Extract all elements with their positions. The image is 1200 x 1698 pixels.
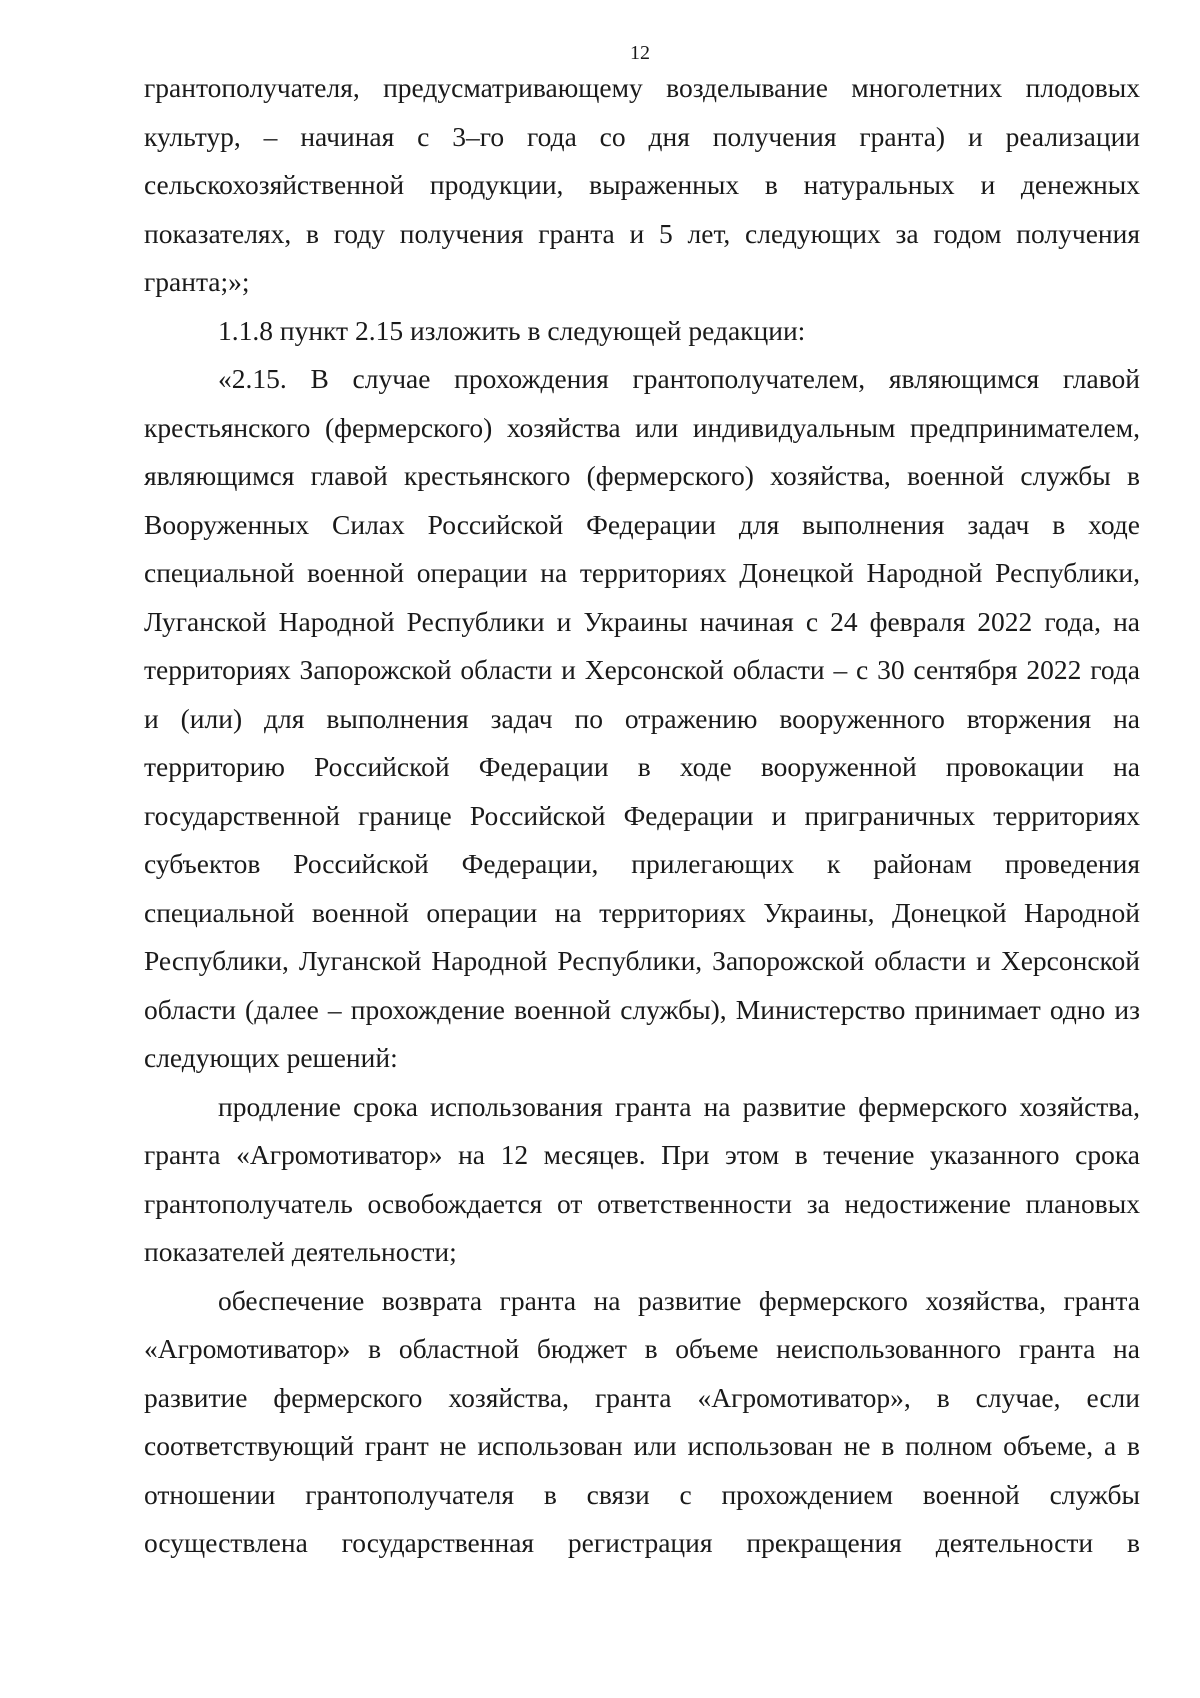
paragraph-return-decision: обеспечение возврата гранта на развитие фермерского хозяйства, гранта «Агромотиватор» в областной бюджет в объеме неиспользованного гранта на развитие фермерского хозяйства, гранта «Агромотиватор», в случае, если соответствующий грант не использован или использован не в полном объеме, а в отношении грантополучателя в связи с прохождением военной службы осуществлена государственная регистрация прекращения деятельности в xyxy=(144,1284,1140,1558)
document-body xyxy=(144,64,1140,1568)
paragraph-amendment-intro: 1.1.8 пункт 2.15 изложить в следующей редакции: xyxy=(218,314,806,346)
paragraph-clause-2-15: «2.15. В случае прохождения грантополучателем, являющимся главой крестьянского (фермерского) хозяйства или индивидуальным предпринимателем, являющимся главой крестьянского (фермерского) хозяйства, военной службы в Вооруженных Силах Российской Федерации для выполнения задач в ходе специальной военной операции на территориях Донецкой Народной Республики, Луганской Народной Республики и Украины начиная с 24 февраля 2022 года, на территориях Запорожской области и Херсонской области – с 30 сентября 2022 года и (или) для выполнения задач по отражению вооруженного вторжения на территорию Российской Федерации в ходе вооруженной провокации на государственной границе Российской Федерации и приграничных территориях субъектов Российской Федерации, прилегающих к районам проведения специальной военной операции на территориях Украины, Донецкой Народной Республики, Луганской Народной Республики, Запорожской области и Херсонской области (далее – прохождение военной службы), Министерство принимает одно из следующих решений: xyxy=(144,363,1140,1073)
page-number: 12 xyxy=(630,42,650,64)
paragraph-extension-decision: продление срока использования гранта на развитие фермерского хозяйства, гранта «Агромотиватор» на 12 месяцев. При этом в течение указанного срока грантополучатель освобождается от ответственности за недостижение плановых показателей деятельности; xyxy=(144,1090,1140,1267)
paragraph-continuation: грантополучателя, предусматривающему возделывание многолетних плодовых культур, – начиная с 3–го года со дня получения гранта) и реализации сельскохозяйственной продукции, выраженных в натуральных и денежных показателях, в году получения гранта и 5 лет, следующих за годом получения гранта;»; xyxy=(144,72,1140,297)
